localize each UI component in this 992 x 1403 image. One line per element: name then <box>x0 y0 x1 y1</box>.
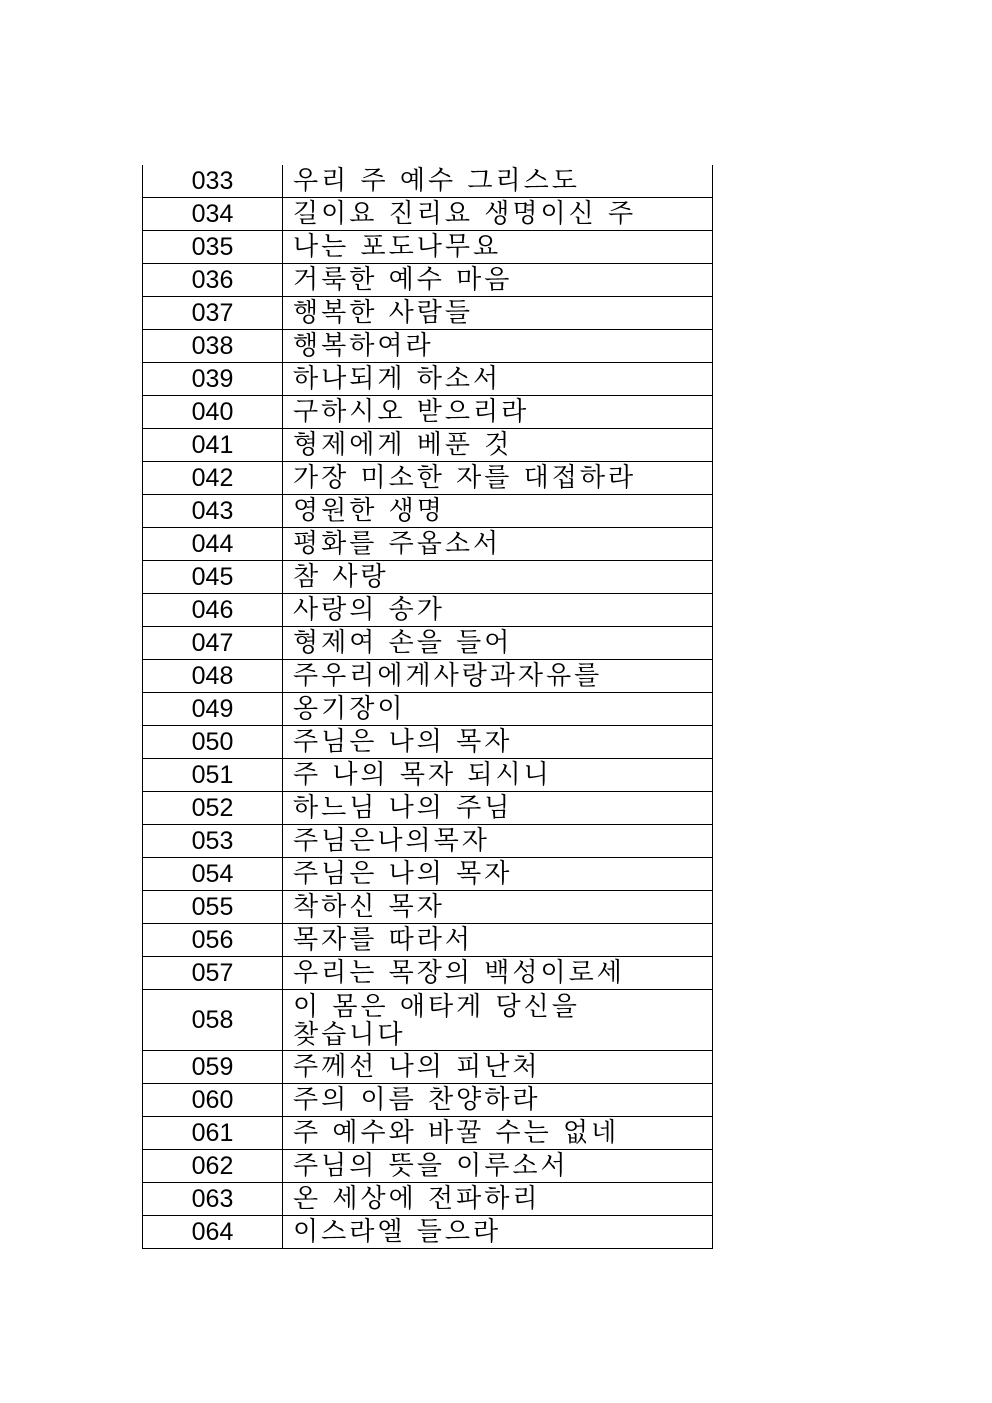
table-row <box>143 231 713 264</box>
song-title: 형제여 손을 들어 <box>283 627 713 660</box>
table-row <box>143 429 713 462</box>
table-row <box>143 990 713 1051</box>
song-title: 주님은 나의 목자 <box>283 726 713 759</box>
song-title-line: 이 몸은 애타게 당신을 <box>293 991 580 1022</box>
table-row <box>143 693 713 726</box>
song-number: 050 <box>143 726 283 759</box>
table-row <box>143 528 713 561</box>
song-number: 045 <box>143 561 283 594</box>
song-title <box>283 990 713 1051</box>
song-title: 주님의 뜻을 이루소서 <box>283 1150 713 1183</box>
song-number: 037 <box>143 297 283 330</box>
song-number: 058 <box>143 990 283 1051</box>
song-title: 주님은나의목자 <box>283 825 713 858</box>
song-number: 035 <box>143 231 283 264</box>
song-title: 나는 포도나무요 <box>283 231 713 264</box>
table-row <box>143 792 713 825</box>
song-number: 061 <box>143 1117 283 1150</box>
song-title: 하나되게 하소서 <box>283 363 713 396</box>
song-number: 057 <box>143 957 283 990</box>
song-number: 039 <box>143 363 283 396</box>
song-number: 055 <box>143 891 283 924</box>
table-row <box>143 924 713 957</box>
table-row <box>143 330 713 363</box>
song-number: 034 <box>143 198 283 231</box>
song-number: 042 <box>143 462 283 495</box>
song-title: 이스라엘 들으라 <box>283 1216 713 1249</box>
song-title: 목자를 따라서 <box>283 924 713 957</box>
table-row <box>143 264 713 297</box>
song-title: 우리 주 예수 그리스도 <box>283 165 713 198</box>
song-number: 036 <box>143 264 283 297</box>
table-row <box>143 627 713 660</box>
song-title: 길이요 진리요 생명이신 주 <box>283 198 713 231</box>
table-row <box>143 858 713 891</box>
song-number: 064 <box>143 1216 283 1249</box>
table-row <box>143 759 713 792</box>
song-number: 056 <box>143 924 283 957</box>
song-number: 060 <box>143 1084 283 1117</box>
table-row <box>143 660 713 693</box>
table-row <box>143 297 713 330</box>
song-number: 063 <box>143 1183 283 1216</box>
table-row <box>143 726 713 759</box>
song-number: 047 <box>143 627 283 660</box>
song-title-line: 찾습니다 <box>293 1019 406 1050</box>
song-title: 참 사랑 <box>283 561 713 594</box>
table-row <box>143 363 713 396</box>
song-list-body <box>143 165 713 1249</box>
song-title: 주님은 나의 목자 <box>283 858 713 891</box>
song-title: 행복한 사람들 <box>283 297 713 330</box>
song-number: 062 <box>143 1150 283 1183</box>
table-row <box>143 1183 713 1216</box>
song-title: 형제에게 베푼 것 <box>283 429 713 462</box>
song-title: 주의 이름 찬양하라 <box>283 1084 713 1117</box>
song-number: 044 <box>143 528 283 561</box>
table-row <box>143 825 713 858</box>
song-number: 033 <box>143 165 283 198</box>
song-number: 043 <box>143 495 283 528</box>
table-row <box>143 462 713 495</box>
table-row <box>143 891 713 924</box>
table-row <box>143 594 713 627</box>
song-number: 051 <box>143 759 283 792</box>
song-number: 041 <box>143 429 283 462</box>
song-title: 주우리에게사랑과자유를 <box>283 660 713 693</box>
song-number: 040 <box>143 396 283 429</box>
table-row <box>143 1117 713 1150</box>
song-title: 주께선 나의 피난처 <box>283 1051 713 1084</box>
song-number: 053 <box>143 825 283 858</box>
song-title: 가장 미소한 자를 대접하라 <box>283 462 713 495</box>
table-row <box>143 1051 713 1084</box>
song-title: 하느님 나의 주님 <box>283 792 713 825</box>
song-title: 평화를 주옵소서 <box>283 528 713 561</box>
song-number: 059 <box>143 1051 283 1084</box>
song-number: 046 <box>143 594 283 627</box>
song-number: 054 <box>143 858 283 891</box>
song-title: 온 세상에 전파하리 <box>283 1183 713 1216</box>
table-row <box>143 1216 713 1249</box>
song-title: 옹기장이 <box>283 693 713 726</box>
song-title: 주 나의 목자 되시니 <box>283 759 713 792</box>
song-list-table <box>142 165 713 1249</box>
table-row <box>143 1084 713 1117</box>
song-title: 행복하여라 <box>283 330 713 363</box>
table-row <box>143 495 713 528</box>
song-title: 영원한 생명 <box>283 495 713 528</box>
song-title: 착하신 목자 <box>283 891 713 924</box>
song-number: 049 <box>143 693 283 726</box>
song-number: 038 <box>143 330 283 363</box>
table-row <box>143 396 713 429</box>
song-title: 구하시오 받으리라 <box>283 396 713 429</box>
song-title: 거룩한 예수 마음 <box>283 264 713 297</box>
song-number: 048 <box>143 660 283 693</box>
song-number: 052 <box>143 792 283 825</box>
song-title: 사랑의 송가 <box>283 594 713 627</box>
song-title: 주 예수와 바꿀 수는 없네 <box>283 1117 713 1150</box>
table-row <box>143 1150 713 1183</box>
table-row <box>143 198 713 231</box>
table-row <box>143 957 713 990</box>
table-row <box>143 561 713 594</box>
table-row <box>143 165 713 198</box>
song-title: 우리는 목장의 백성이로세 <box>283 957 713 990</box>
